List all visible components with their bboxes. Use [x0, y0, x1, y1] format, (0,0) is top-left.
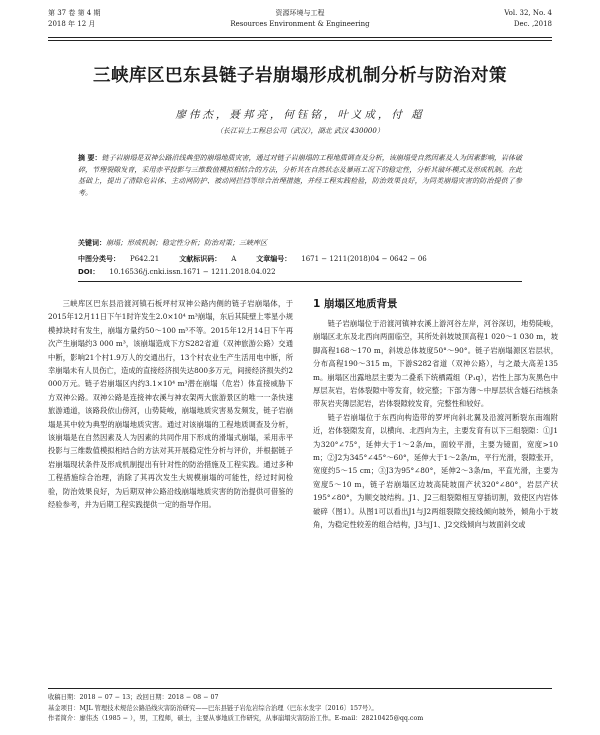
section-paragraph: 链子岩崩塌位于沿渡河镇神农溪上游河谷左岸，河谷深切，地势陡峻，崩塌区北东及北西向两面临空，其所处斜坡坡顶高程1 020～1 030 m，坡脚高程168～170 m，斜坡总体坡度50°～90°。链子岩崩塌源区岩层状，分布高程190～315 m，下游S282省道（双神公路），与之最大高差135 m。崩塌区出露地层主要为二叠系下统栖霞组（P₁q），岩性上部为灰黑色中厚层灰岩，岩体裂隙中等发育，较完整；下部为薄～中厚层状含燧石结核条带灰岩夹薄层泥岩，岩体裂隙较发育，完整性和较好。: [313, 319, 558, 409]
affiliation: （长江岩土工程总公司（武汉），湖北 武汉 430000）: [216, 127, 384, 135]
section-heading: 1 崩塌区地质背景: [313, 298, 398, 310]
meta-divider: [78, 281, 522, 282]
keywords: [78, 238, 522, 248]
paper-title: 三峡库区巴东县链子岩崩塌形成机制分析与防治对策: [93, 66, 507, 86]
keywords-text: 崩塌；形成机制；稳定性分析；防治对策；三峡库区: [106, 239, 267, 247]
intro-paragraph: 三峡库区巴东县沿渡河镇石板坪村双神公路内侧的链子岩崩塌体，于2015年12月11日下午1时许发生2.0×10⁴ m³崩塌，东后其陡壁上零星小规模掉块时有发生，崩塌方量约50～100 m³不等。2015年12月14日下午再次产生崩塌约3 000 m³，该崩塌造成下方S282省道（双神旅游公路）交通中断，影响21个村1.9万人的交通出行，13个村农业生产生活用电中断，所幸崩塌未有人员伤亡，造成的直接经济损失达800多万元，间接经济损失约2 000万元。链子岩崩塌区内约3.1×10⁴ m³潜在崩塌（危岩）体直接威胁下方双神公路。双神公路是连接神农溪与神农架两大旅游景区的唯一一条快速旅游通道，该路段依山傍河，山势陡峻，崩塌地质灾害易发频发，链子岩崩塌是其中较为典型的崩塌地质灾害。通过对该崩塌的工程地质调查及分析，该崩塌是在自然因素及人为因素的共同作用下形成的滑塌式崩塌，采用赤平投影与三维数值模拟相结合的方法对其开展稳定性分析与评价，并根据链子岩崩塌现状条件及形成机制提出有针对性的防治措施及工程实践。通过多种工程措施综合治理，消除了其再次发生大规模崩塌的可能性，经过时间检验，防治效果良好，为后期双神公路沿线崩塌地质灾害的防治提供可借鉴的经验参考，并为后期工程实践提供一定的指导作用。: [48, 299, 293, 510]
header-volume: 第 37 卷 第 4 期 2018 年 12 月: [48, 9, 101, 28]
article-meta: [78, 253, 522, 279]
clc-label: 中图分类号：: [78, 255, 120, 263]
article-id-value: 1671 − 1211(2018)04 − 0642 − 06: [301, 255, 427, 263]
body-column-right: [313, 297, 558, 532]
keywords-label: 关键词：: [78, 239, 106, 247]
footnote-fund: 基金项目：MJL 管理技术规范公路沿线灾害防治研究——巴东县链子岩危岩综合治理（巴东水发字〔2016〕157号）。: [48, 704, 378, 712]
body-column-left: [48, 297, 293, 512]
doc-code-value: A: [231, 255, 237, 263]
article-id-label: 文章编号：: [256, 255, 292, 263]
doc-code-label: 文献标识码：: [179, 255, 222, 263]
doi-label: DOI：: [78, 268, 100, 276]
header-issue: Vol. 32, No. 4 Dec. ,2018: [504, 9, 552, 28]
abstract: [78, 153, 522, 199]
doi-value[interactable]: 10.16536/j.cnki.issn.1671 − 1211.2018.04.022: [109, 268, 276, 276]
clc-value: P642.21: [130, 255, 160, 263]
footnote-received: 收稿日期：2018 − 07 − 13；改回日期：2018 − 08 − 07: [48, 694, 219, 701]
header-journal: 资源环境与工程 Resources Environment & Engineering: [230, 9, 370, 28]
section-paragraph: 链子岩崩塌位于东西向构造带的罗坪向斜北翼及沿渡河断裂东南端附近，岩体裂隙发育，以横向、北西向为主，主要发育有以下三组裂隙：①J1为320°∠75°，延伸大于1～2条/m，面较平滑，主要为镜面，宽度>10 m；②J2为345°∠45°～60°，延伸大于1～2条/m，平行光滑，裂隙张开，宽度约5～15 cm；③J3为95°∠80°，延伸2～3条/m，平直光滑，主要为宽度5～10 m，链子岩崩塌区边坡高陡坡面产状320°∠80°，岩层产状195°∠80°，为顺交坡结构。J1、J2三组裂隙相互穿插切割，致使区内岩体破碎（图1）。从图1可以看出J1与J2两组裂隙交接线倾向坡外，倾角小于坡角，为稳定性较差的组合结构，J3与J1、J2交线倾向与坡面斜交或: [313, 412, 558, 530]
footnote: [48, 688, 552, 725]
header-rule: [48, 40, 552, 41]
footnote-author: 作者简介：廖伟杰（1985 − ），男，工程师，硕士，主要从事地质工作研究，从事崩塌灾害防治工作。E-mail：28210425@qq.com: [48, 715, 424, 722]
abstract-text: 链子岩崩塌是双神公路沿线典型的崩塌地质灾害，通过对链子岩崩塌的工程地质调查及分析，该崩塌受自然因素及人为因素影响，岩体破碎，节理裂隙发育，采用赤平投影与三维数值模拟相结合的方法，分析其在自然状态及暴雨工况下的稳定性，分析其破坏模式及形成机制。在此基础上，提出了清除危岩体、主动网防护、被动网拦挡等综合治理措施，并经工程实践检验，防治效果良好，为同类崩塌灾害的防治提供了参考。: [78, 154, 523, 197]
running-header: [48, 4, 552, 38]
author-list: 廖伟杰，聂邦亮，何钰铭，叶义成，付 超: [175, 109, 425, 121]
abstract-label: 摘 要：: [78, 154, 102, 162]
